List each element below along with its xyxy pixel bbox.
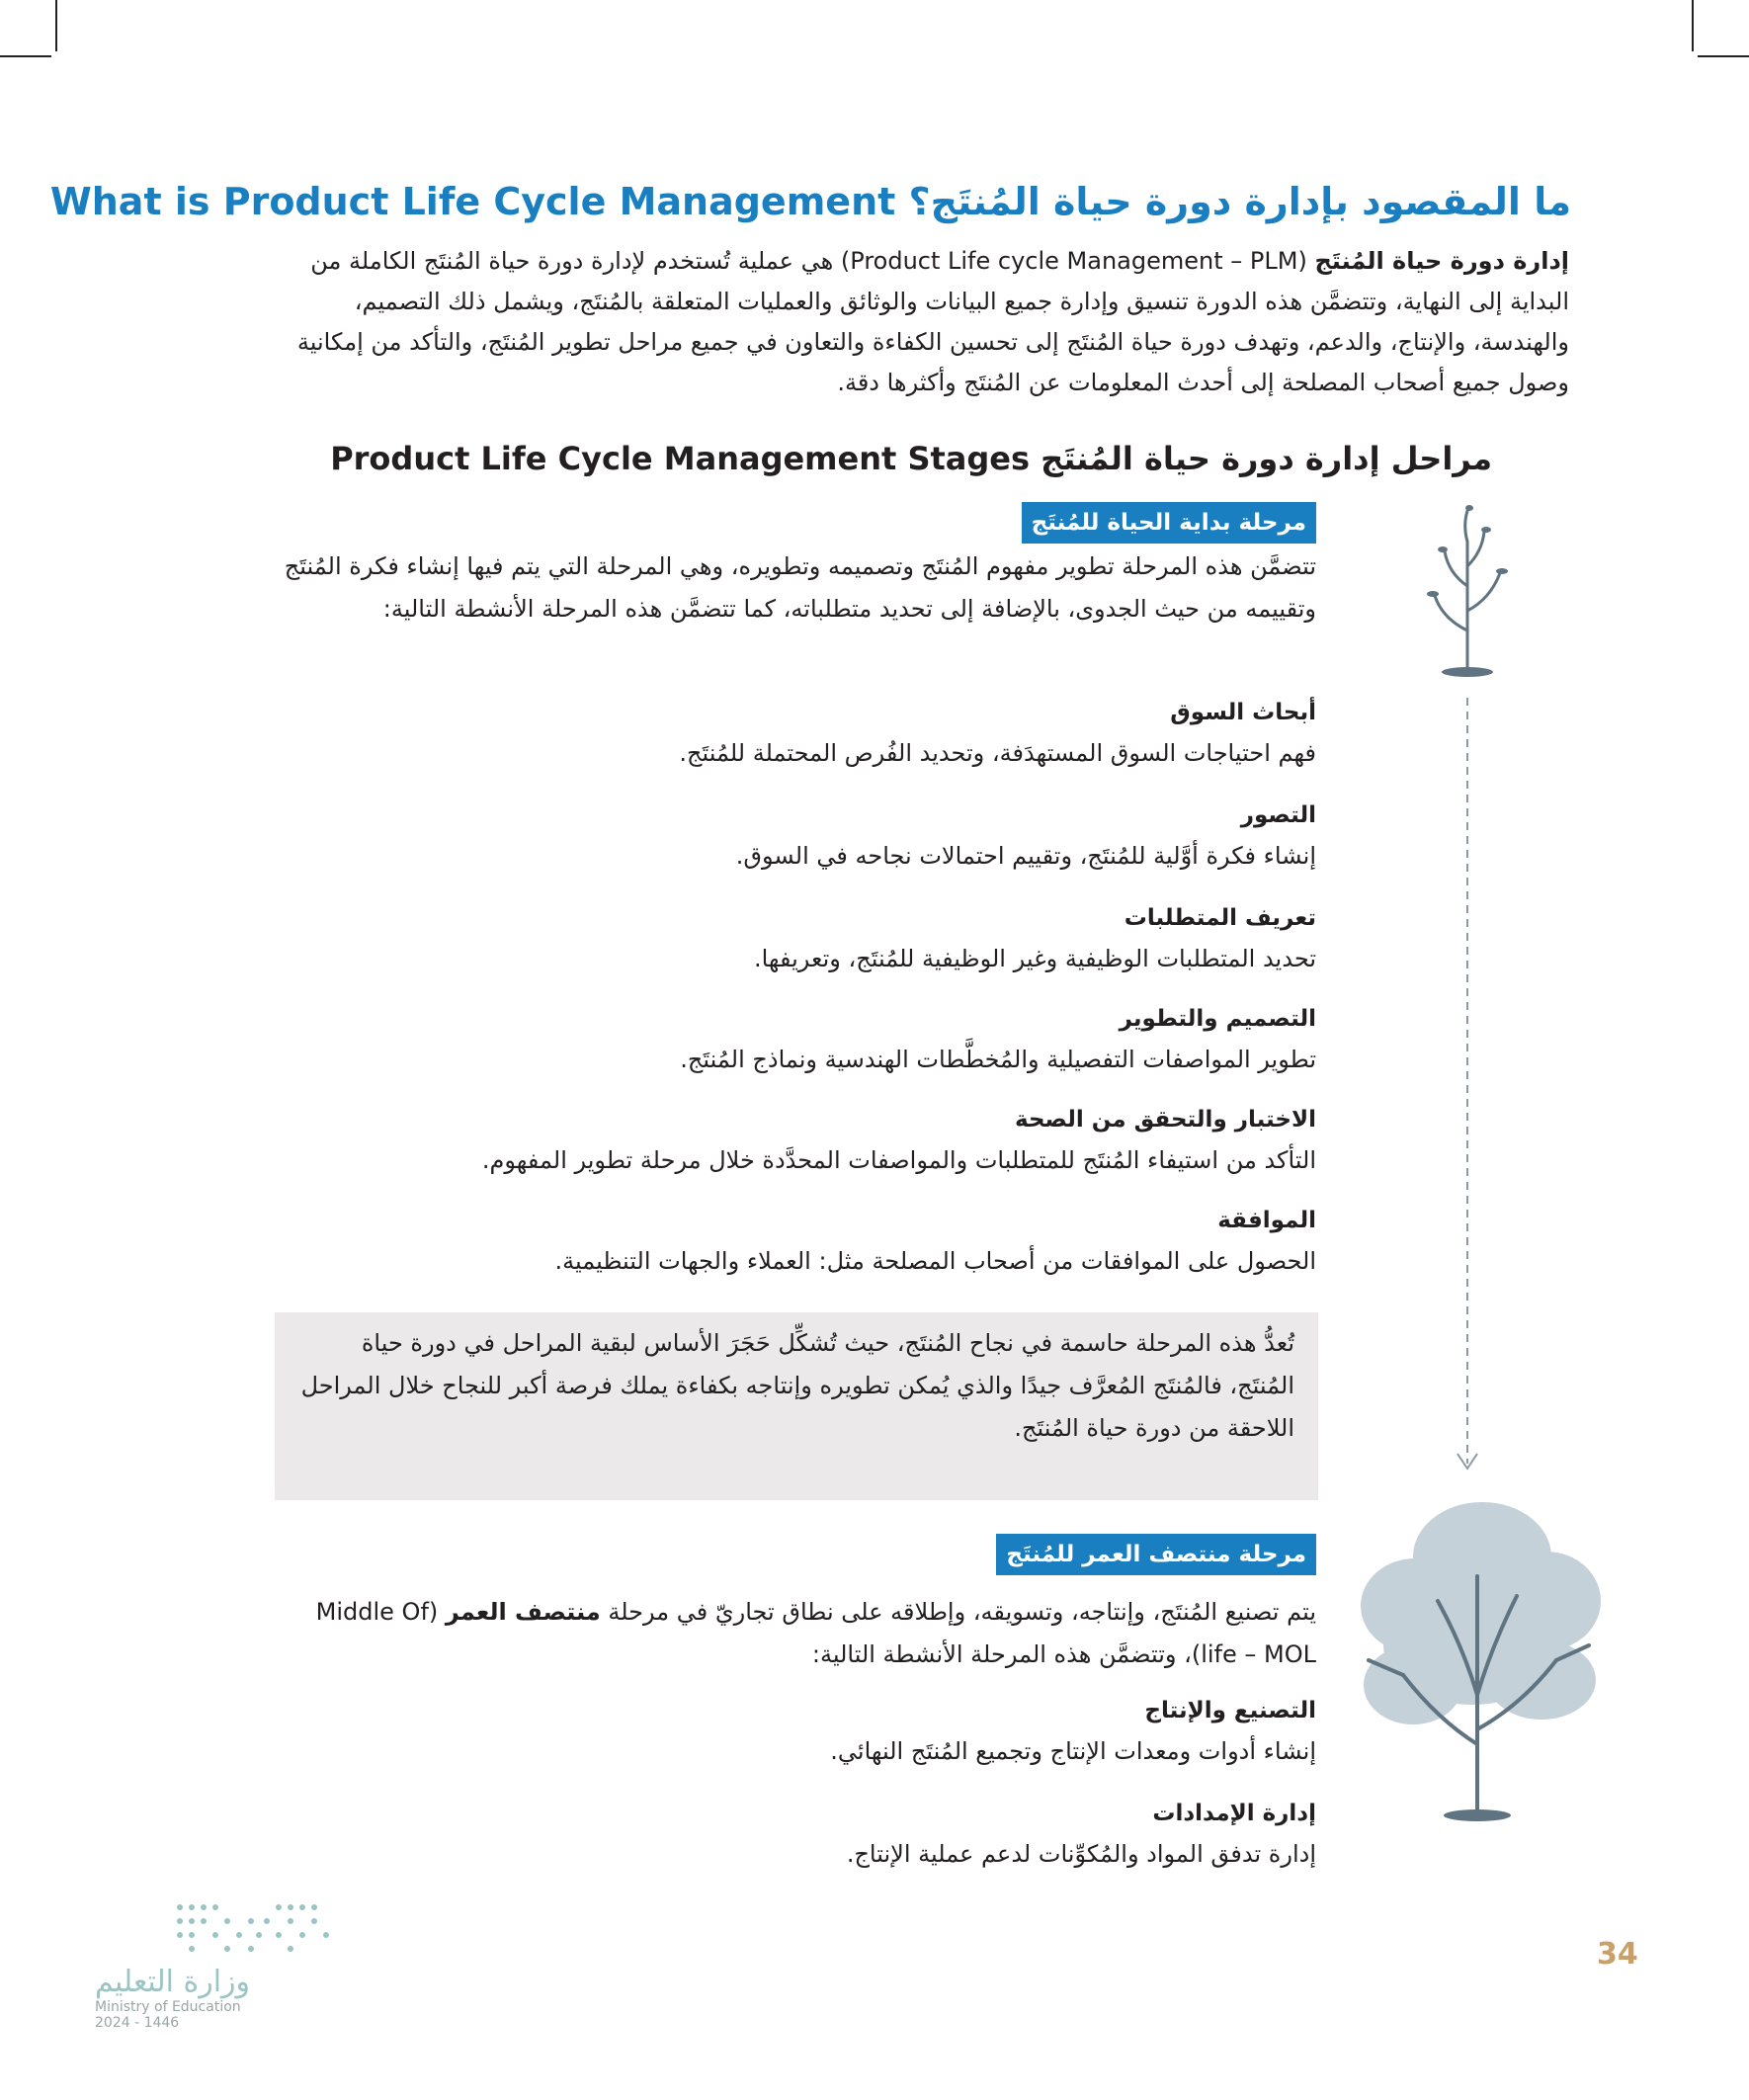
- stage2-intro-a: يتم تصنيع المُنتَج، وإنتاجه، وتسويقه، وإطلاقه على نطاق تجاريّ في مرحلة: [600, 1598, 1316, 1626]
- page-title-en: What is Product Life Cycle Management: [49, 180, 896, 223]
- activity-desc: التأكد من استيفاء المُنتَج للمتطلبات والمواصفات المحدَّدة خلال مرحلة تطوير المفهوم.: [481, 1146, 1316, 1174]
- activity-desc: إنشاء أدوات ومعدات الإنتاج وتجميع المُنتَج النهائي.: [830, 1737, 1316, 1765]
- activity-title: التصميم والتطوير: [1119, 1006, 1316, 1032]
- activity-desc: الحصول على الموافقات من أصحاب المصلحة مثل: العملاء والجهات التنظيمية.: [554, 1247, 1316, 1275]
- ministry-name-en: Ministry of Education: [95, 1999, 241, 2015]
- activity-desc: إدارة تدفق المواد والمُكوِّنات لدعم عملية الإنتاج.: [846, 1840, 1316, 1868]
- intro-text: (Product Life cycle Management – PLM) هي عملية تُستخدم لإدارة دورة حياة المُنتَج الكاملة من البداية إلى النهاية، وتتضمَّن هذه الدورة تنسيق وإدارة جميع البيانات والوثائق والعمليات المتعلقة بالمُنتَج، ويشمل ذلك التصميم، والهندسة، والإنتاج، والدعم، وتهدف دورة حياة المُنتَج إلى تحسين الكفاءة والتعاون في جميع مراحل تطوير المُنتَج، والتأكد من إمكانية وصول جميع أصحاب المصلحة إلى أحدث المعلومات عن المُنتَج وأكثرها دقة.: [296, 247, 1569, 396]
- stage2-badge: مرحلة منتصف العمر للمُنتَج: [996, 1534, 1316, 1575]
- stage2-intro: [275, 1591, 1316, 1676]
- sapling-illustration: [1413, 502, 1522, 680]
- intro-paragraph: [275, 241, 1569, 403]
- activity-desc: فهم احتياجات السوق المستهدَفة، وتحديد الفُرص المحتملة للمُنتَج.: [679, 739, 1316, 767]
- page-number: 34: [1597, 1937, 1638, 1972]
- crop-mark: [1692, 0, 1694, 51]
- ministry-name-ar: وزارة التعليم: [95, 1965, 251, 1999]
- section-title: مراحل إدارة دورة حياة المُنتَج Product Life Cycle Management Stages: [330, 440, 1492, 477]
- activity-desc: تحديد المتطلبات الوظيفية وغير الوظيفية للمُنتَج، وتعريفها.: [753, 945, 1316, 972]
- activity-title: الاختبار والتحقق من الصحة: [1015, 1107, 1316, 1133]
- page-title: [49, 180, 1571, 223]
- note-text: تُعدُّ هذه المرحلة حاسمة في نجاح المُنتَج، حيث تُشكِّل حَجَرَ الأساس لبقية المراحل في دورة حياة المُنتَج، فالمُنتَج المُعرَّف جيدًا والذي يُمكن تطويره وإنتاجه بكفاءة يملك فرصة أكبر للنجاح خلال المراحل اللاحقة من دورة حياة المُنتَج.: [300, 1329, 1294, 1442]
- activity-desc: تطوير المواصفات التفصيلية والمُخطَّطات الهندسية ونماذج المُنتَج.: [680, 1046, 1316, 1073]
- stage2-intro-b: (Middle Of life – MOL)، وتتضمَّن هذه المرحلة الأنشطة التالية:: [315, 1598, 1316, 1668]
- ministry-dots-icon: [170, 1897, 348, 1957]
- crop-mark: [1698, 55, 1749, 57]
- activity-desc: إنشاء فكرة أوَّلية للمُنتَج، وتقييم احتمالات نجاحه في السوق.: [735, 842, 1316, 870]
- activity-title: التصنيع والإنتاج: [1144, 1698, 1316, 1723]
- stage1-intro: تتضمَّن هذه المرحلة تطوير مفهوم المُنتَج وتصميمه وتطويره، وهي المرحلة التي يتم فيها إنشاء فكرة المُنتَج وتقييمه من حيث الجدوى، بالإضافة إلى تحديد متطلباته، كما تتضمَّن هذه المرحلة الأنشطة التالية:: [284, 552, 1316, 623]
- ministry-logo: [95, 1897, 352, 2031]
- page-title-ar: ما المقصود بإدارة دورة حياة المُنتَج؟: [908, 180, 1571, 223]
- stage1-badge: مرحلة بداية الحياة للمُنتَج: [1022, 502, 1316, 544]
- note-box: [275, 1312, 1318, 1500]
- activity-title: إدارة الإمدادات: [1152, 1801, 1316, 1826]
- crop-mark: [0, 55, 51, 57]
- intro-term: إدارة دورة حياة المُنتَج: [1314, 247, 1569, 275]
- tree-illustration: [1344, 1497, 1611, 1823]
- timeline-arrow: [1453, 698, 1482, 1478]
- stage2-intro-term: منتصف العمر: [445, 1598, 601, 1626]
- activity-title: تعريف المتطلبات: [1124, 905, 1316, 931]
- crop-mark: [55, 0, 57, 51]
- activity-title: التصور: [1240, 802, 1316, 828]
- activity-title: الموافقة: [1217, 1208, 1316, 1233]
- ministry-year: 2024 - 1446: [95, 2015, 180, 2031]
- activity-title: أبحاث السوق: [1170, 700, 1316, 725]
